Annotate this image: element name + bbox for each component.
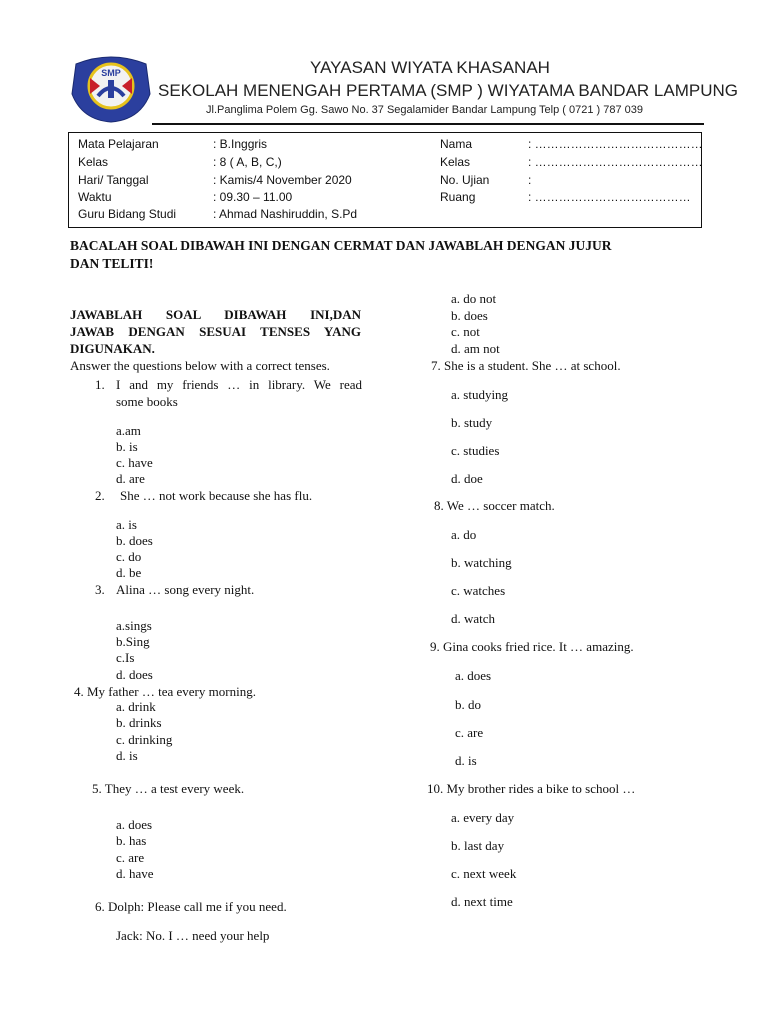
q2-option-d: d. be bbox=[116, 565, 142, 580]
q10-option-c: c. next week bbox=[451, 866, 517, 881]
info-time-label: Waktu bbox=[78, 190, 112, 204]
q4-option-a: a. drink bbox=[116, 699, 156, 714]
q1-option-b: b. is bbox=[116, 439, 138, 454]
q2-option-b: b. does bbox=[116, 533, 153, 548]
q9-text: 9. Gina cooks fried rice. It … amazing. bbox=[430, 639, 634, 654]
info-subject-value: : B.Inggris bbox=[213, 137, 268, 151]
q2-option-a: a. is bbox=[116, 517, 137, 532]
instruction-line-2: DAN TELITI! bbox=[70, 256, 154, 271]
q10-option-d: d. next time bbox=[451, 894, 513, 909]
info-teacher-value: : Ahmad Nashiruddin, S.Pd bbox=[213, 207, 358, 221]
q8-text: 8. We … soccer match. bbox=[434, 498, 555, 513]
q1-option-c: c. have bbox=[116, 455, 153, 470]
info-time-value: : 09.30 – 11.00 bbox=[213, 190, 293, 204]
q7-option-d: d. doe bbox=[451, 471, 483, 486]
q3-option-c: c.Is bbox=[116, 650, 135, 665]
q1-text-line-2: some books bbox=[116, 394, 178, 409]
q1-text-line-1: I and my friends … in library. We read bbox=[116, 377, 362, 392]
foundation-name: YAYASAN WIYATA KHASANAH bbox=[310, 58, 550, 77]
info-student-name-value: : …………………………………… bbox=[528, 137, 703, 151]
q5-text: 5. They … a test every week. bbox=[92, 781, 245, 796]
q8-option-a: a. do bbox=[451, 527, 477, 542]
q9-option-c: c. are bbox=[455, 725, 484, 740]
info-date-label: Hari/ Tanggal bbox=[78, 173, 149, 187]
q10-option-a: a. every day bbox=[451, 810, 515, 825]
q3-text: Alina … song every night. bbox=[116, 582, 255, 597]
info-room-value: : ………………………………… bbox=[528, 190, 691, 204]
q5-option-c: c. are bbox=[116, 850, 145, 865]
section-heading-line-3: DIGUNAKAN. bbox=[70, 341, 155, 356]
school-address: Jl.Panglima Polem Gg. Sawo No. 37 Segalamider Bandar Lampung Telp ( 0721 ) 787 039 bbox=[206, 104, 644, 116]
logo-text: SMP bbox=[101, 68, 121, 78]
q4-option-b: b. drinks bbox=[116, 715, 162, 730]
info-teacher-label: Guru Bidang Studi bbox=[78, 207, 177, 221]
q9-option-a: a. does bbox=[455, 668, 492, 683]
q6-option-c: c. not bbox=[451, 324, 480, 339]
q7-option-a: a. studying bbox=[451, 387, 509, 402]
q7-text: 7. She is a student. She … at school. bbox=[431, 358, 621, 373]
q4-text: 4. My father … tea every morning. bbox=[74, 684, 256, 699]
info-student-class-label: Kelas bbox=[440, 155, 471, 169]
q8-option-b: b. watching bbox=[451, 555, 512, 570]
section-subtitle: Answer the questions below with a correct tenses. bbox=[70, 358, 330, 373]
info-date-value: : Kamis/4 November 2020 bbox=[213, 173, 352, 187]
q2-option-c: c. do bbox=[116, 549, 142, 564]
instruction-line-1: BACALAH SOAL DIBAWAH INI DENGAN CERMAT DAN JAWABLAH DENGAN JUJUR bbox=[70, 238, 612, 253]
q1-option-d: d. are bbox=[116, 471, 145, 486]
q2-number: 2. bbox=[95, 488, 105, 503]
info-exam-number-value: : bbox=[528, 173, 532, 187]
q3-option-b: b.Sing bbox=[116, 634, 150, 649]
q7-option-b: b. study bbox=[451, 415, 493, 430]
q3-number: 3. bbox=[95, 582, 105, 597]
q9-option-b: b. do bbox=[455, 697, 481, 712]
q8-option-c: c. watches bbox=[451, 583, 506, 598]
q6-text-2: Jack: No. I … need your help bbox=[116, 928, 270, 943]
q6-option-a: a. do not bbox=[451, 291, 497, 306]
q6-text: 6. Dolph: Please call me if you need. bbox=[95, 899, 287, 914]
q2-text: She … not work because she has flu. bbox=[120, 488, 313, 503]
header-divider bbox=[152, 123, 704, 125]
info-exam-number-label: No. Ujian bbox=[440, 173, 490, 187]
q8-option-d: d. watch bbox=[451, 611, 496, 626]
info-subject-label: Mata Pelajaran bbox=[78, 137, 159, 151]
info-room-label: Ruang bbox=[440, 190, 476, 204]
section-heading-line-2: JAWAB DENGAN SESUAI TENSES YANG bbox=[70, 324, 361, 339]
info-class-label: Kelas bbox=[78, 155, 109, 169]
school-logo bbox=[68, 50, 154, 124]
q10-text: 10. My brother rides a bike to school … bbox=[427, 781, 636, 796]
info-student-name-label: Nama bbox=[440, 137, 473, 151]
q5-option-d: d. have bbox=[116, 866, 154, 881]
info-class-value: : 8 ( A, B, C,) bbox=[213, 155, 282, 169]
school-name: SEKOLAH MENENGAH PERTAMA (SMP ) WIYATAMA BANDAR LAMPUNG bbox=[158, 81, 738, 100]
q4-option-c: c. drinking bbox=[116, 732, 173, 747]
q6-option-d: d. am not bbox=[451, 341, 500, 356]
q10-option-b: b. last day bbox=[451, 838, 505, 853]
q3-option-a: a.sings bbox=[116, 618, 152, 633]
q9-option-d: d. is bbox=[455, 753, 477, 768]
section-heading-line-1: JAWABLAH SOAL DIBAWAH INI,DAN bbox=[70, 307, 361, 322]
q7-option-c: c. studies bbox=[451, 443, 500, 458]
q5-option-b: b. has bbox=[116, 833, 147, 848]
q3-option-d: d. does bbox=[116, 667, 153, 682]
q1-number: 1. bbox=[95, 377, 105, 392]
q1-option-a: a.am bbox=[116, 423, 141, 438]
info-student-class-value: : …………………………………… bbox=[528, 155, 703, 169]
q4-option-d: d. is bbox=[116, 748, 138, 763]
q5-option-a: a. does bbox=[116, 817, 153, 832]
q6-option-b: b. does bbox=[451, 308, 488, 323]
